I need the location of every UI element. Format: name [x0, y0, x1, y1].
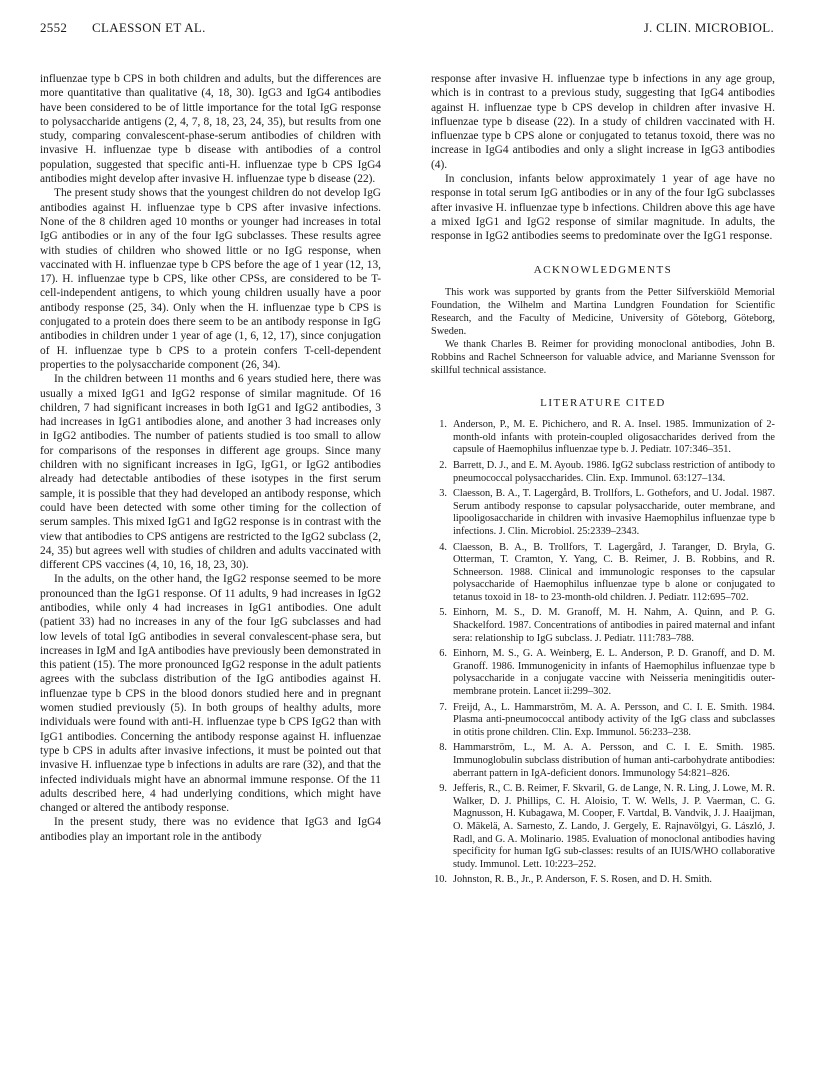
page-number: 2552: [40, 20, 68, 35]
body-paragraph: In the adults, on the other hand, the IgG2 response seemed to be more pronounced than the IgG1 response. Of 11 adults, 9 had increases in IgG2 antibodies, while only 4 had increases in IgG1 antibodies. One adult (patient 33) had no increases in any of the four IgG subclasses and had low levels of total IgG antibodies in several convalescent-phase sera, but increases in IgM and IgA antibodies have previously been demonstrated in this patient (15). The more pronounced IgG2 response in the adult patients agrees with the subclass distribution of the IgG antibodies against H. influenzae type b CPS in the blood donors studied here and in pregnant women studied previously (5). In both groups of healthy adults, more individuals were found with anti-H. influenzae type b CPS IgG2 than with IgG1 antibodies. Concerning the antibody response against H. influenzae type b CPS in adults after invasive infections, it must be pointed out that invasive H. influenzae type b infections in adults are rare (32), and that the infected individuals might have an abnormal immune response. Of the 11 adults described here, 4 had underlying conditions, which might have changed or altered the antibody response.: [40, 573, 381, 815]
right-column: [431, 72, 775, 890]
reference-item: [431, 874, 775, 887]
reference-text: Claesson, B. A., T. Lagergård, B. Trollfors, L. Gothefors, and U. Jodal. 1987. Serum antibody response to capsular polysaccharide, outer membrane, and lipooligosaccharide in children with invasive Haemophilus influenzae type b infections. J. Clin. Microbiol. 25:2339–2343.: [453, 488, 775, 537]
acknowledgments-heading: ACKNOWLEDGMENTS: [533, 263, 673, 276]
reference-number: 1.: [439, 419, 447, 431]
reference-number: 3.: [439, 488, 447, 500]
reference-item: [431, 648, 775, 698]
reference-item: [431, 702, 775, 740]
reference-number: 7.: [439, 701, 447, 713]
body-paragraph: influenzae type b CPS in both children and adults, but the differences are more quantitative than qualitative (4, 18, 30). IgG3 and IgG4 antibodies have been considered to be of little importance for the total IgG response to polysaccharide antigens (2, 4, 7, 8, 18, 23, 24, 35), but results from one study, comparing convalescent-phase-serum antibodies of children with invasive H. influenzae type b disease with antibodies of a control population, suggested that specific anti-H. influenzae type b CPS IgG4 antibodies might develop after invasive H. influenzae type b disease (22).: [40, 73, 381, 186]
reference-number: 6.: [439, 648, 447, 660]
body-paragraph: In the present study, there was no evidence that IgG3 and IgG4 antibodies play an important role in the antibody: [40, 816, 381, 843]
reference-text: Claesson, B. A., B. Trollfors, T. Lagergård, J. Taranger, D. Bryla, G. Otterman, T. Cramton, Y. Yang, C. B. Reimer, J. B. Robbins, and R. Schneerson. 1988. Clinical and immunologic responses to the capsular polysaccharide of Haemophilus influenzae type b alone or conjugated to tetanus toxoid in 18- to 23-month-old children. J. Pediatr. 112:695–702.: [453, 541, 775, 603]
body-paragraph: The present study shows that the youngest children do not develop IgG antibodies against H. influenzae type b CPS after invasive infections. None of the 8 children aged 10 months or younger had increases in total IgG antibodies or in any of the four IgG subclasses. These results agree with studies of children who showed little or no IgG response, when vaccinated with H. influenzae type b CPS before the age of 1 year (12, 13, 17). H. influenzae type b CPS, like other CPSs, are considered to be T-cell-independent antigens, to which young children usually have a poor antibody response (25, 34). Only when the H. influenzae type b CPS is conjugated to a protein does there seem to be an antibody response in IgG antibodies in children under 1 year of age (1, 6, 12, 17), since conjugation of H. influenzae type b CPS to a protein confers T-cell-dependent properties to the polysaccharide component (26, 34).: [40, 187, 381, 371]
references-heading: LITERATURE CITED: [540, 396, 666, 409]
reference-item: [431, 742, 775, 780]
reference-text: Barrett, D. J., and E. M. Ayoub. 1986. IgG2 subclass restriction of antibody to pneumococcal polysaccharides. Clin. Exp. Immunol. 63:127–134.: [453, 459, 775, 484]
body-paragraph: In conclusion, infants below approximately 1 year of age have no response in total serum IgG antibodies or in any of the four IgG subclasses after invasive H. influenzae type b infections. Children above this age have a mixed IgG1 and IgG2 response of similar magnitude. In adults, the response in IgG2 antibodies seems to predominate over the IgG1 response.: [431, 173, 775, 243]
body-paragraph: response after invasive H. influenzae type b infections in any age group, which is in contrast to a previous study, suggesting that IgG4 antibodies against H. influenzae type b CPS develop in children after invasive H. influenzae type b disease (22). In a study of children vaccinated with H. influenzae type b CPS alone or conjugated to tetanus toxoid, there was no increase in IgG4 antibodies and only a slight increase in IgG3 antibodies (4).: [431, 73, 775, 171]
body-paragraph: In the children between 11 months and 6 years studied here, there was usually a mixed IgG1 and IgG2 response of similar magnitude. Of 16 children, 7 had significant increases in both IgG1 and IgG2 antibodies, 3 had increases in IgG1 antibodies alone, and another 3 had increases only in IgG2 antibodies. The number of patients studied is too small to allow for comparisons of the responses in different age groups. Since many children with no significant increases in IgG, IgG1, or IgG2 antibodies already had detectable antibodies of these isotypes in the first serum sample, it is possible that they had developed an antibody response, which could have been detected with some other timing for the collection of serum samples. This mixed IgG1 and IgG2 response is in contrast with the view that antibodies to CPS antigens are restricted to the IgG2 subclass (2, 24, 35) but agrees well with studies of children and adults vaccinated with different CPS vaccines (4, 10, 16, 18, 23, 30).: [40, 373, 381, 572]
reference-number: 9.: [439, 783, 447, 795]
reference-number: 4.: [439, 541, 447, 553]
reference-item: [431, 419, 775, 457]
page-header: [40, 20, 774, 40]
acknowledgment-paragraph: We thank Charles B. Reimer for providing monoclonal antibodies, John B. Robbins and Rachel Schneerson for valuable advice, and Marianne Svensson for skillful technical assistance.: [431, 338, 775, 376]
reference-number: 5.: [439, 607, 447, 619]
running-authors: CLAESSON ET AL.: [92, 20, 206, 35]
reference-number: 2.: [439, 459, 447, 471]
reference-text: Jefferis, R., C. B. Reimer, F. Skvaril, G. de Lange, N. R. Ling, J. Lowe, M. R. Walker, D. J. Phillips, C. H. Aloisio, T. W. Wells, J. P. Vaerman, C. G. Magnusson, H. Kubagawa, M. Cooper, F. Vartdal, B. Vandvik, J. J. Haaijman, O. Mäkelä, A. Sarnesto, Z. Lando, J. Gergely, E. Rajnavölgyi, G. László, J. Radl, and G. A. Molinario. 1985. Evaluation of monoclonal antibodies having specificity for human IgG sub-classes: results of an IUIS/WHO collaborative study. Immunol. Lett. 10:223–252.: [453, 783, 775, 870]
reference-text: Johnston, R. B., Jr., P. Anderson, F. S. Rosen, and D. H. Smith.: [453, 874, 712, 886]
left-column: [40, 72, 381, 844]
reference-number: 8.: [439, 742, 447, 754]
acknowledgment-paragraph: This work was supported by grants from the Petter Silfverskiöld Memorial Foundation, the Wilhelm and Martina Lundgren Foundation for Scientific Research, and the Faculty of Medicine, University of Göteborg, Göteborg, Sweden.: [431, 286, 775, 337]
reference-item: [431, 542, 775, 605]
reference-text: Einhorn, M. S., D. M. Granoff, M. H. Nahm, A. Quinn, and P. G. Shackelford. 1987. Concentrations of antibodies in paired maternal and infant sera: relationship to IgG subclass. J. Pediatr. 111:783–788.: [453, 607, 775, 644]
reference-text: Hammarström, L., M. A. A. Persson, and C. I. E. Smith. 1985. Immunoglobulin subclass distribution of human anti-carbohydrate antibodies: aberrant pattern in IgA-deficient donors. Immunology 54:821–826.: [453, 742, 775, 779]
reference-list: [431, 419, 775, 887]
journal-name: J. CLIN. MICROBIOL.: [643, 20, 774, 35]
reference-number: 10.: [434, 874, 447, 886]
reference-text: Freijd, A., L. Hammarström, M. A. A. Persson, and C. I. E. Smith. 1984. Plasma anti-pneumococcal antibody activity of the IgG class and subclasses in otitis prone children. Clin. Exp. Immunol. 56:233–238.: [453, 701, 775, 738]
acknowledgments: [431, 286, 775, 377]
reference-item: [431, 488, 775, 538]
reference-text: Anderson, P., M. E. Pichichero, and R. A. Insel. 1985. Immunization of 2-month-old infants with protein-coupled oligosaccharides derived from the capsule of Haemophilus influenzae type b. J. Pediatr. 107:346–351.: [453, 419, 775, 456]
reference-text: Einhorn, M. S., G. A. Weinberg, E. L. Anderson, P. D. Granoff, and D. M. Granoff. 1986. Immunogenicity in infants of Haemophilus influenzae type b polysaccharide in a conjugate vaccine with Neisseria meningitidis outer-membrane protein. Lancet ii:299–302.: [453, 648, 775, 698]
reference-item: [431, 783, 775, 871]
reference-item: [431, 460, 775, 485]
reference-item: [431, 607, 775, 645]
